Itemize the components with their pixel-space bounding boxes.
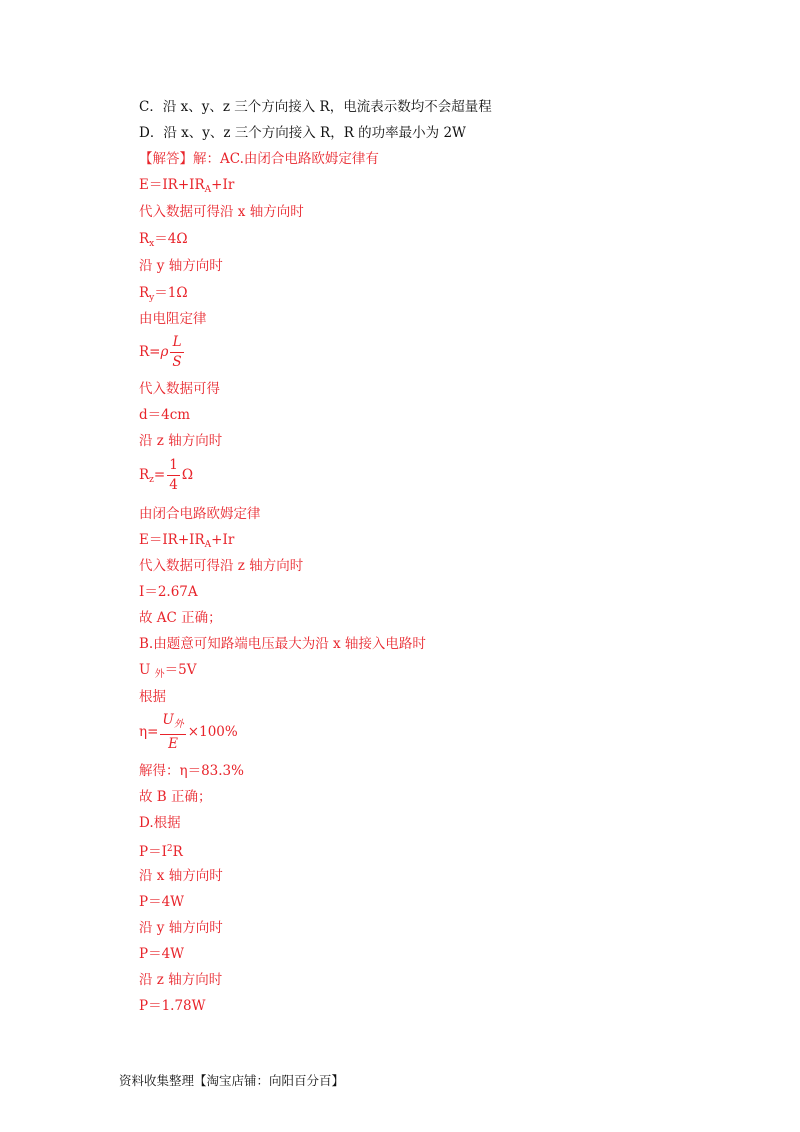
fraction-denominator: 4 [169, 477, 178, 493]
eq-sub: x [149, 239, 155, 249]
fraction-numerator: 1 [167, 457, 180, 476]
z-axis-intro: 沿 z 轴方向时 [139, 433, 223, 449]
eq-part: ＝5V [164, 662, 197, 678]
ry-value [139, 284, 188, 307]
eq-part: U [162, 712, 174, 728]
eq-part: U [139, 662, 155, 678]
eq-part: ＝1Ω [154, 285, 188, 301]
eq-sub: 外 [154, 669, 165, 680]
eq-part: P＝I [139, 844, 167, 860]
eq-part: = [153, 467, 166, 483]
fraction [160, 712, 185, 753]
page-footer: 资料收集整理【淘宝店铺：向阳百分百】 [119, 1073, 345, 1088]
solution-header: 【解答】解：AC.由闭合电路欧姆定律有 [139, 151, 379, 167]
eq-part: R= [139, 344, 161, 360]
b-intro: B.由题意可知路端电压最大为沿 x 轴接入电路时 [139, 636, 426, 652]
pz-value: P＝1.78W [139, 998, 206, 1014]
basis-label: 根据 [139, 689, 166, 705]
eq-sub: 外 [173, 719, 184, 730]
px-value: P＝4W [139, 894, 185, 910]
eq-part: +Ir [211, 532, 235, 548]
d-value: d＝4cm [139, 407, 191, 423]
fraction-denominator: E [168, 736, 179, 752]
eq-sub: y [149, 293, 155, 303]
fraction-numerator [160, 712, 185, 735]
z-substitute: 代入数据可得沿 z 轴方向时 [139, 558, 304, 574]
option-c: C．沿 x、y、z 三个方向接入 R，电流表示数均不会超量程 [139, 99, 492, 115]
py-intro: 沿 y 轴方向时 [139, 920, 223, 936]
rho-symbol: ρ [160, 344, 169, 360]
eq-part: E＝IR+IR [139, 177, 205, 193]
closed-circuit-law: 由闭合电路欧姆定律 [139, 506, 261, 522]
eq-part: R [172, 844, 183, 860]
u-out-value [139, 661, 197, 684]
fraction-numerator: L [170, 334, 183, 353]
equation-closed-circuit [139, 176, 234, 199]
x-axis-intro: 代入数据可得沿 x 轴方向时 [139, 204, 304, 220]
power-formula [139, 840, 183, 861]
current-value: I＝2.67A [139, 584, 198, 600]
eq-sub: A [204, 185, 212, 195]
eq-part: R [139, 285, 150, 301]
b-conclusion: 故 B 正确； [139, 789, 212, 805]
eq-part: ＝4Ω [154, 231, 188, 247]
rz-value [139, 457, 193, 494]
eq-part: +Ir [211, 177, 235, 193]
eq-part: ×100% [187, 724, 238, 740]
eq-part: R [139, 231, 150, 247]
fraction [170, 334, 183, 371]
eq-sup: 2 [166, 844, 173, 854]
px-intro: 沿 x 轴方向时 [139, 868, 223, 884]
eq-part: R [139, 467, 150, 483]
fraction [167, 457, 180, 494]
resistance-formula [139, 334, 186, 371]
rx-value [139, 230, 188, 253]
fraction-denominator: S [172, 354, 182, 370]
eq-part: Ω [181, 467, 194, 483]
equation-closed-circuit-2 [139, 531, 234, 554]
pz-intro: 沿 z 轴方向时 [139, 972, 223, 988]
efficiency-formula [139, 712, 238, 753]
eq-sub: A [204, 540, 212, 550]
option-d: D．沿 x、y、z 三个方向接入 R，R 的功率最小为 2W [139, 125, 466, 141]
resistance-law: 由电阻定律 [139, 311, 207, 327]
y-axis-intro: 沿 y 轴方向时 [139, 258, 223, 274]
efficiency-result: 解得：η＝83.3% [139, 763, 244, 779]
d-intro: D.根据 [139, 815, 181, 831]
py-value: P＝4W [139, 946, 185, 962]
eq-part: η= [139, 724, 159, 740]
eq-part: E＝IR+IR [139, 532, 205, 548]
eq-sub: z [149, 475, 154, 485]
ac-conclusion: 故 AC 正确； [139, 610, 222, 626]
substitute-data: 代入数据可得 [139, 381, 220, 397]
